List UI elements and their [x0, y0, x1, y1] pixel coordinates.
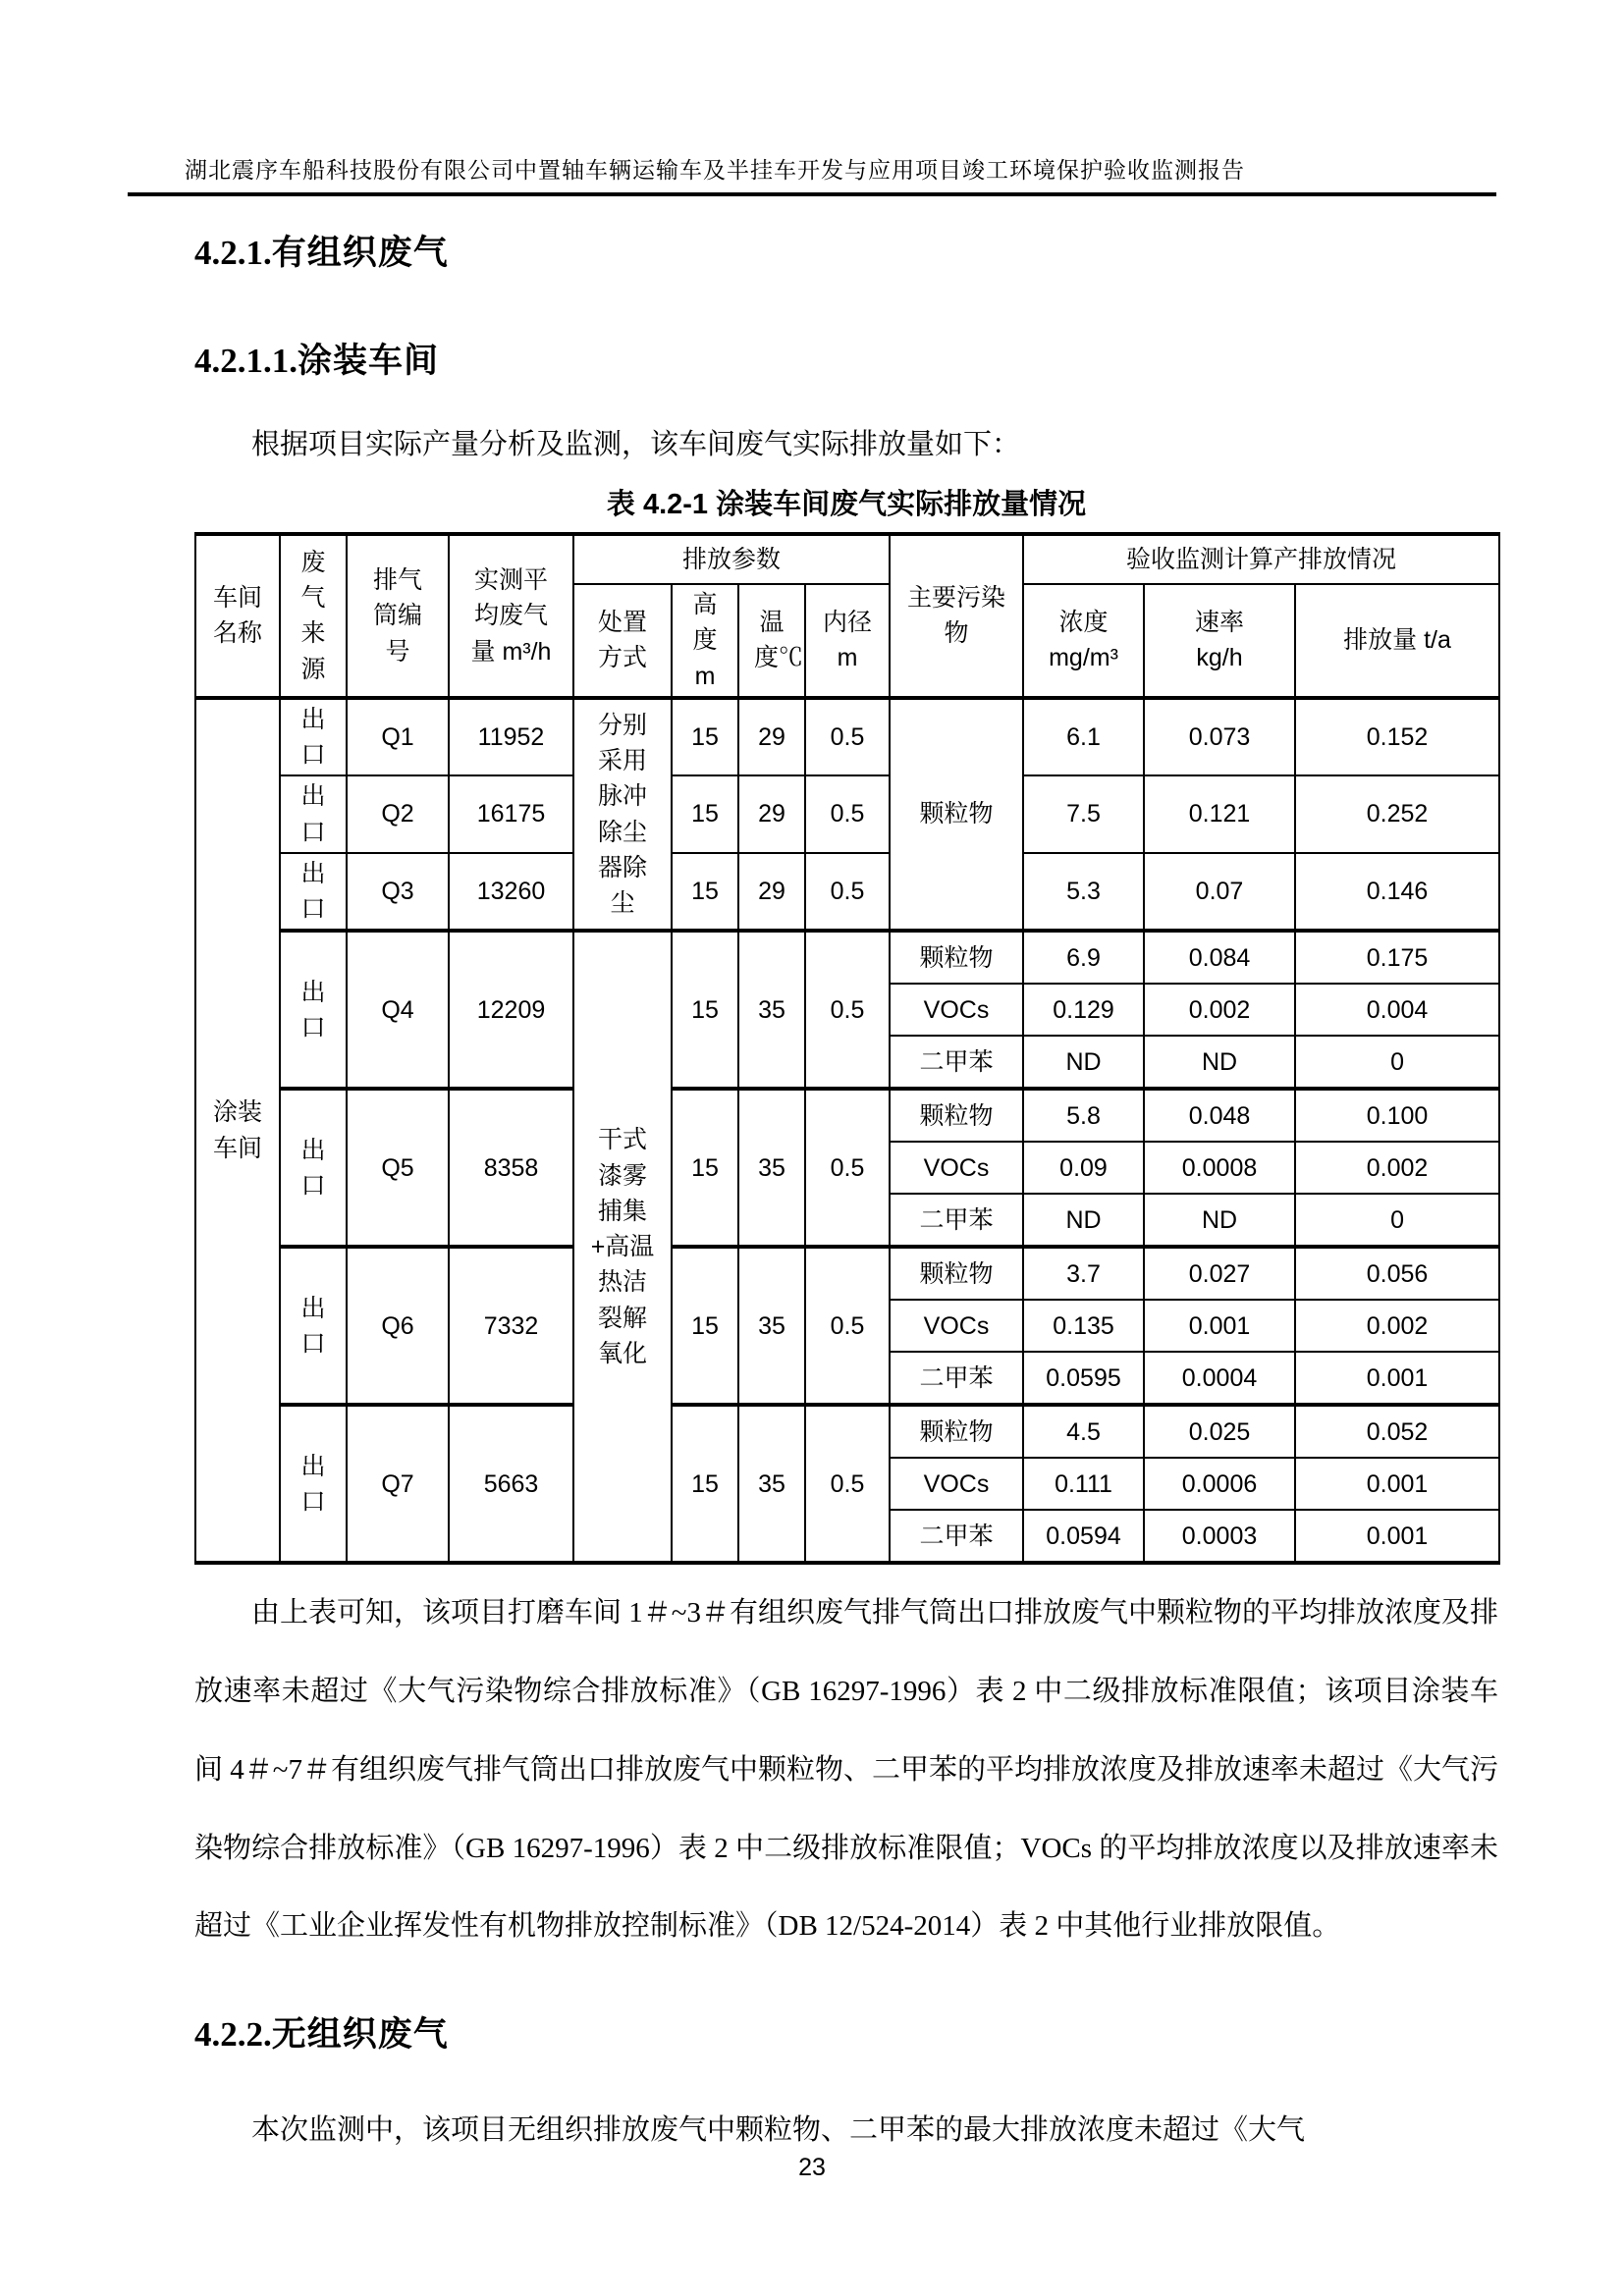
cell-rate-q7-xylene: 0.0003 [1144, 1510, 1295, 1563]
cell-pollutant-q6-xylene: 二甲苯 [890, 1352, 1023, 1405]
col-header-amount: 排放量 t/a [1295, 584, 1499, 698]
cell-height-q5: 15 [672, 1089, 738, 1247]
cell-height-q1: 15 [672, 698, 738, 776]
cell-rate-q2: 0.121 [1144, 775, 1295, 853]
cell-diameter-q6: 0.5 [805, 1247, 890, 1405]
col-header-treatment: 处置方式 [573, 584, 672, 698]
heading-4-2-2 [194, 2007, 1498, 2056]
cell-temp-q5: 35 [738, 1089, 805, 1247]
cell-height-q2: 15 [672, 775, 738, 853]
cell-source-q5: 出口 [280, 1089, 347, 1247]
cell-source-q7: 出口 [280, 1405, 347, 1563]
cell-source-q3: 出口 [280, 853, 347, 932]
heading-4-2-1 [194, 226, 1498, 275]
cell-diameter-q5: 0.5 [805, 1089, 890, 1247]
heading-text: 涂装车间 [298, 342, 440, 380]
cell-conc-q1: 6.1 [1023, 698, 1144, 776]
cell-pollutant-q5-vocs: VOCs [890, 1142, 1023, 1194]
cell-flow-q7: 5663 [449, 1405, 573, 1563]
cell-source-q1: 出口 [280, 698, 347, 776]
cell-pollutant-q7-pm: 颗粒物 [890, 1405, 1023, 1458]
cell-diameter-q3: 0.5 [805, 853, 890, 932]
cell-flow-q3: 13260 [449, 853, 573, 932]
cell-stack-q1: Q1 [347, 698, 449, 776]
cell-amount-q5-vocs: 0.002 [1295, 1142, 1499, 1194]
col-header-diameter: 内径 m [805, 584, 890, 698]
cell-amount-q5-xylene: 0 [1295, 1194, 1499, 1247]
page-number: 23 [798, 2154, 826, 2181]
cell-pollutant-q7-xylene: 二甲苯 [890, 1510, 1023, 1563]
paragraph-closing: 本次监测中，该项目无组织排放废气中颗粒物、二甲苯的最大排放浓度未超过《大气 [251, 2114, 1306, 2146]
unit-label: 浓度 [1058, 609, 1109, 637]
cell-rate-q5-xylene: ND [1144, 1194, 1295, 1247]
cell-rate-q6-vocs: 0.001 [1144, 1300, 1295, 1352]
cell-diameter-q7: 0.5 [805, 1405, 890, 1563]
cell-flow-q5: 8358 [449, 1089, 573, 1247]
cell-rate-q4-pm: 0.084 [1144, 931, 1295, 984]
cell-source-q4: 出口 [280, 931, 347, 1089]
cell-height-q6: 15 [672, 1247, 738, 1405]
cell-treatment-q4-q7: 干式漆雾捕集+高温热洁裂解氧化 [573, 931, 672, 1563]
cell-stack-q3: Q3 [347, 853, 449, 932]
cell-flow-q6: 7332 [449, 1247, 573, 1405]
cell-diameter-q2: 0.5 [805, 775, 890, 853]
table-row-q5-pm [195, 1089, 1499, 1142]
cell-stack-q2: Q2 [347, 775, 449, 853]
cell-conc-q7-vocs: 0.111 [1023, 1458, 1144, 1510]
table-row-q6-pm [195, 1247, 1499, 1300]
cell-amount-q2: 0.252 [1295, 775, 1499, 853]
cell-conc-q6-pm: 3.7 [1023, 1247, 1144, 1300]
unit-label: kg/h [1196, 644, 1243, 672]
cell-temp-q3: 29 [738, 853, 805, 932]
col-header-concentration [1023, 584, 1144, 698]
cell-pollutant-q4-xylene: 二甲苯 [890, 1036, 1023, 1089]
cell-conc-q4-vocs: 0.129 [1023, 984, 1144, 1036]
paragraph-intro: 根据项目实际产量分析及监测，该车间废气实际排放量如下： [251, 429, 1021, 460]
cell-amount-q5-pm: 0.100 [1295, 1089, 1499, 1142]
running-header [128, 0, 1496, 196]
cell-pollutant-q6-vocs: VOCs [890, 1300, 1023, 1352]
table-header-row-1 [195, 534, 1499, 584]
paragraph-analysis: 由上表可知，该项目打磨车间 1＃~3＃有组织废气排气筒出口排放废气中颗粒物的平均排放浓度及排放速率未超过《大气污染物综合排放标准》（GB 16297-1996）表 2 中二级排放标准限值；该项目涂装车间 4＃~7＃有组织废气排气筒出口排放废气中颗粒物、二甲苯的平均排放浓度及排放速率未超过《大气污染物综合排放标准》（GB 16297-1996）表 2 中二级排放标准限值；VOCs 的平均排放浓度以及排放速率未超过《工业企业挥发性有机物排放控制标准》（DB 12/524-2014）表 2 中其他行业排放限值。 [194, 1597, 1498, 1943]
cell-amount-q6-pm: 0.056 [1295, 1247, 1499, 1300]
table-row-q2 [195, 775, 1499, 853]
cell-amount-q3: 0.146 [1295, 853, 1499, 932]
unit-label: 速率 [1195, 609, 1245, 637]
table-row-q1 [195, 698, 1499, 776]
heading-number: 4.2.1. [194, 234, 272, 272]
heading-4-2-1-1 [194, 334, 1498, 383]
cell-treatment-q1-q3: 分别采用脉冲除尘器除尘 [573, 698, 672, 932]
cell-stack-q5: Q5 [347, 1089, 449, 1247]
col-header-workshop: 车间名称 [195, 534, 280, 698]
cell-conc-q5-pm: 5.8 [1023, 1089, 1144, 1142]
cell-amount-q7-pm: 0.052 [1295, 1405, 1499, 1458]
col-header-stack-no: 排气筒编号 [347, 534, 449, 698]
cell-rate-q3: 0.07 [1144, 853, 1295, 932]
cell-stack-q6: Q6 [347, 1247, 449, 1405]
cell-pollutant-q4-vocs: VOCs [890, 984, 1023, 1036]
cell-pollutant-q4-pm: 颗粒物 [890, 931, 1023, 984]
cell-conc-q2: 7.5 [1023, 775, 1144, 853]
running-header-text: 湖北震序车船科技股份有限公司中置轴车辆运输车及半挂车开发与应用项目竣工环境保护验收监测报告 [185, 158, 1245, 183]
col-header-source: 废气来源 [280, 534, 347, 698]
heading-text: 有组织废气 [271, 234, 449, 272]
col-header-avg-flow: 实测平均废气量 m³/h [449, 534, 573, 698]
cell-pollutant-q6-pm: 颗粒物 [890, 1247, 1023, 1300]
cell-diameter-q1: 0.5 [805, 698, 890, 776]
col-header-temperature: 温度℃ [738, 584, 805, 698]
table-row-q4-pm [195, 931, 1499, 984]
cell-height-q3: 15 [672, 853, 738, 932]
heading-number: 4.2.1.1. [194, 342, 298, 380]
cell-conc-q6-xylene: 0.0595 [1023, 1352, 1144, 1405]
cell-conc-q6-vocs: 0.135 [1023, 1300, 1144, 1352]
cell-temp-q6: 35 [738, 1247, 805, 1405]
cell-flow-q1: 11952 [449, 698, 573, 776]
cell-rate-q7-vocs: 0.0006 [1144, 1458, 1295, 1510]
cell-conc-q7-xylene: 0.0594 [1023, 1510, 1144, 1563]
cell-rate-q4-vocs: 0.002 [1144, 984, 1295, 1036]
cell-amount-q4-vocs: 0.004 [1295, 984, 1499, 1036]
cell-amount-q4-xylene: 0 [1295, 1036, 1499, 1089]
cell-amount-q6-vocs: 0.002 [1295, 1300, 1499, 1352]
table-row-q3 [195, 853, 1499, 932]
cell-flow-q2: 16175 [449, 775, 573, 853]
cell-diameter-q4: 0.5 [805, 931, 890, 1089]
col-header-pollutant: 主要污染物 [890, 534, 1023, 698]
cell-pollutant-q5-pm: 颗粒物 [890, 1089, 1023, 1142]
cell-pollutant-q1-q3: 颗粒物 [890, 698, 1023, 932]
cell-rate-q6-xylene: 0.0004 [1144, 1352, 1295, 1405]
cell-rate-q1: 0.073 [1144, 698, 1295, 776]
cell-amount-q4-pm: 0.175 [1295, 931, 1499, 984]
col-header-rate [1144, 584, 1295, 698]
cell-temp-q7: 35 [738, 1405, 805, 1563]
emissions-table [194, 532, 1500, 1565]
cell-height-q7: 15 [672, 1405, 738, 1563]
cell-rate-q4-xylene: ND [1144, 1036, 1295, 1089]
cell-source-q2: 出口 [280, 775, 347, 853]
cell-temp-q4: 35 [738, 931, 805, 1089]
cell-temp-q1: 29 [738, 698, 805, 776]
cell-source-q6: 出口 [280, 1247, 347, 1405]
heading-number: 4.2.2. [194, 2015, 272, 2054]
table-row-q7-pm [195, 1405, 1499, 1458]
cell-stack-q4: Q4 [347, 931, 449, 1089]
cell-conc-q4-xylene: ND [1023, 1036, 1144, 1089]
cell-flow-q4: 12209 [449, 931, 573, 1089]
cell-conc-q5-xylene: ND [1023, 1194, 1144, 1247]
cell-pollutant-q7-vocs: VOCs [890, 1458, 1023, 1510]
cell-amount-q7-xylene: 0.001 [1295, 1510, 1499, 1563]
cell-conc-q4-pm: 6.9 [1023, 931, 1144, 984]
unit-label: mg/m³ [1049, 644, 1118, 672]
cell-rate-q5-vocs: 0.0008 [1144, 1142, 1295, 1194]
cell-workshop-name: 涂装车间 [195, 698, 280, 1564]
cell-amount-q1: 0.152 [1295, 698, 1499, 776]
heading-text: 无组织废气 [271, 2015, 449, 2054]
cell-conc-q7-pm: 4.5 [1023, 1405, 1144, 1458]
col-header-height: 高度m [672, 584, 738, 698]
cell-amount-q6-xylene: 0.001 [1295, 1352, 1499, 1405]
cell-rate-q6-pm: 0.027 [1144, 1247, 1295, 1300]
cell-rate-q5-pm: 0.048 [1144, 1089, 1295, 1142]
cell-pollutant-q5-xylene: 二甲苯 [890, 1194, 1023, 1247]
cell-stack-q7: Q7 [347, 1405, 449, 1563]
col-group-emission-params: 排放参数 [573, 534, 890, 584]
cell-temp-q2: 29 [738, 775, 805, 853]
cell-conc-q5-vocs: 0.09 [1023, 1142, 1144, 1194]
table-title: 表 4.2-1 涂装车间废气实际排放量情况 [606, 489, 1087, 520]
cell-amount-q7-vocs: 0.001 [1295, 1458, 1499, 1510]
page-content [194, 226, 1498, 2148]
col-group-monitoring-results: 验收监测计算产排放情况 [1023, 534, 1499, 584]
cell-height-q4: 15 [672, 931, 738, 1089]
cell-rate-q7-pm: 0.025 [1144, 1405, 1295, 1458]
cell-conc-q3: 5.3 [1023, 853, 1144, 932]
